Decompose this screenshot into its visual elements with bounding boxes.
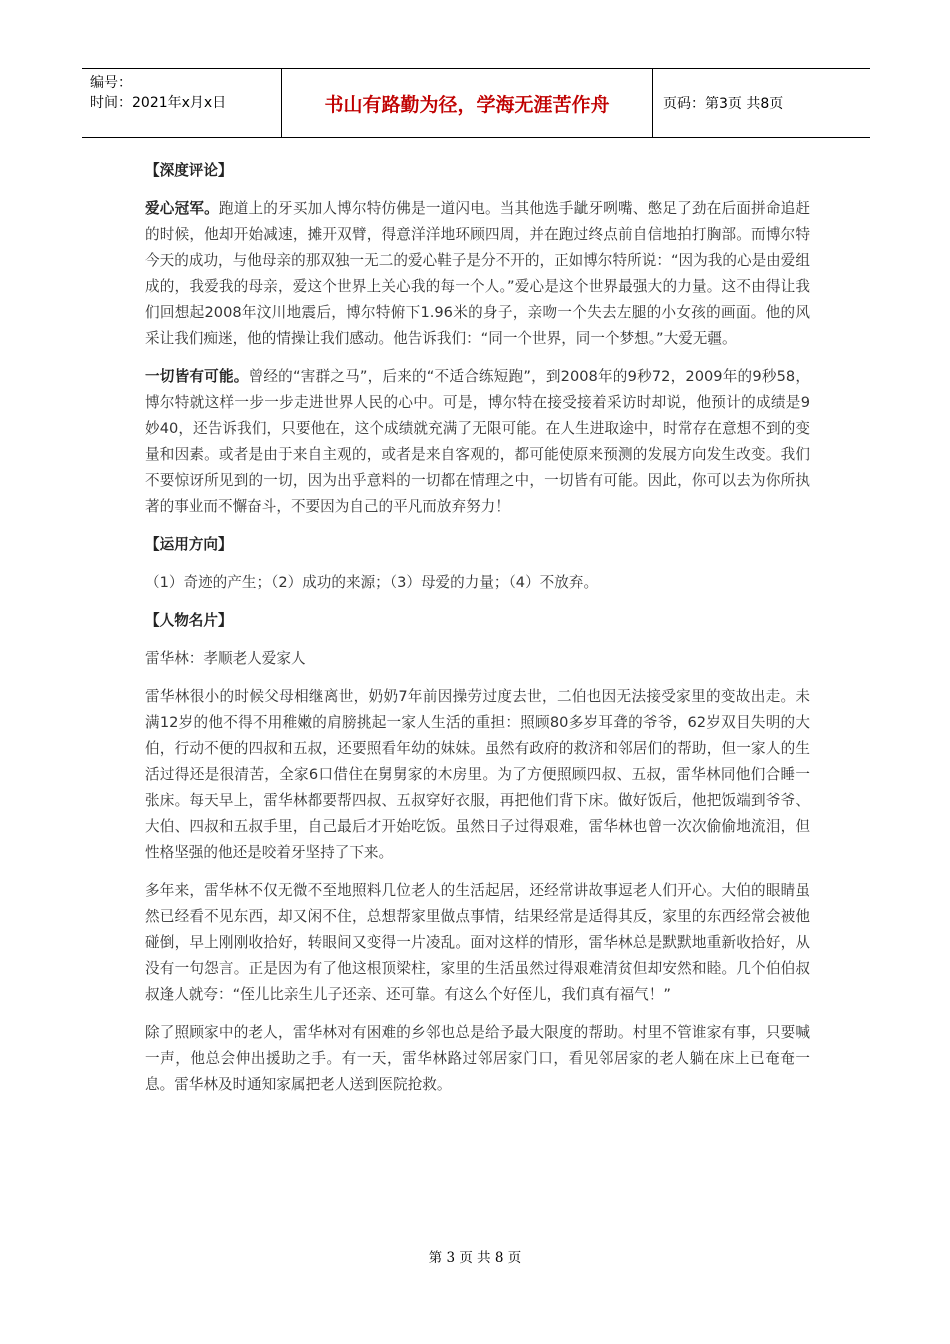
paragraph-text: 曾经的“害群之马”，后来的“不适合练短跑”，到2008年的9秒72，2009年的9秒58，博尔特就这样一步一步走进世界人民的心中。可是，博尔特在接受接着采访时却说，他预计的成绩是9妙40，还告诉我们，只要他在，这个成绩就充满了无限可能。在人生进取途中，时常存在意想不到的变量和因素。或者是由于来自主观的，或者是来自客观的，都可能使原来预测的发展方向发生改变。我们不要惊讶所见到的一切，因为出乎意料的一切都在情理之中，一切皆有可能。因此，你可以去为你所执著的事业而不懈奋斗，不要因为自己的平凡而放弃努力！ — [145, 368, 810, 515]
paragraph-person-story-1: 雷华林很小的时候父母相继离世，奶奶7年前因操劳过度去世，二伯也因无法接受家里的变故出走。未满12岁的他不得不用稚嫩的肩膀挑起一家人生活的重担：照顾80多岁耳聋的爷爷，62岁双目失明的大伯，行动不便的四叔和五叔，还要照看年幼的妹妹。虽然有政府的救济和邻居们的帮助，但一家人的生活过得还是很清苦，全家6口借住在舅舅家的木房里。为了方便照顾四叔、五叔，雷华林同他们合睡一张床。每天早上，雷华林都要帮四叔、五叔穿好衣服，再把他们背下床。做好饭后，他把饭端到爷爷、大伯、四叔和五叔手里，自己最后才开始吃饭。虽然日子过得艰难，雷华林也曾一次次偷偷地流泪，但性格坚强的他还是咬着牙坚持了下来。 — [145, 688, 810, 861]
document-body — [145, 158, 810, 1110]
page-header-table — [82, 68, 870, 138]
paragraph-person-subtitle: 雷华林：孝顺老人爱家人 — [145, 650, 306, 667]
paragraph-text: 跑道上的牙买加人博尔特仿佛是一道闪电。当其他选手龇牙咧嘴、憋足了劲在后面拼命追赶的时候，他却开始减速，摊开双臂，得意洋洋地环顾四周，并在跑过终点前自信地拍打胸部。而博尔特今天的成功，与他母亲的那双独一无二的爱心鞋子是分不开的，正如博尔特所说：“因为我的心是由爱组成的，我爱我的母亲，爱这个世界上关心我的每一个人。”爱心是这个世界最强大的力量。这不由得让我们回想起2008年汶川地震后，博尔特俯下1.96米的身子，亲吻一个失去左腿的小女孩的画面。他的风采让我们痴迷，他的情操让我们感动。他告诉我们：“同一个世界，同一个梦想。”大爱无疆。 — [145, 200, 810, 347]
paragraph-lead: 爱心冠军。 — [145, 200, 219, 217]
section-title-usage: 【运用方向】 — [145, 536, 233, 553]
header-left-cell — [82, 69, 282, 137]
paragraph-lead: 一切皆有可能。 — [145, 368, 249, 385]
section-title-deep-review: 【深度评论】 — [145, 162, 233, 179]
paragraph-usage-list: （1）奇迹的产生；（2）成功的来源；（3）母爱的力量；（4）不放弃。 — [145, 574, 599, 591]
paragraph-love-champion — [145, 196, 810, 352]
document-time-label: 时间：2021年x月x日 — [90, 95, 227, 111]
paragraph-everything-possible — [145, 364, 810, 520]
document-number-label: 编号： — [90, 75, 132, 91]
page-footer: 第 3 页 共 8 页 — [428, 1250, 522, 1266]
header-motto: 书山有路勤为径，学海无涯苦作舟 — [282, 69, 653, 137]
header-page-label: 页码：第3页 共8页 — [663, 96, 784, 112]
section-title-person-card: 【人物名片】 — [145, 612, 233, 629]
paragraph-person-story-2: 多年来，雷华林不仅无微不至地照料几位老人的生活起居，还经常讲故事逗老人们开心。大伯的眼睛虽然已经看不见东西，却又闲不住，总想帮家里做点事情，结果经常是适得其反，家里的东西经常会被他碰倒，早上刚刚收拾好，转眼间又变得一片凌乱。面对这样的情形，雷华林总是默默地重新收拾好，从没有一句怨言。正是因为有了他这根顶梁柱，家里的生活虽然过得艰难清贫但却安然和睦。几个伯伯叔叔逢人就夸：“侄儿比亲生儿子还亲、还可靠。有这么个好侄儿，我们真有福气！” — [145, 882, 810, 1003]
paragraph-person-story-3: 除了照顾家中的老人，雷华林对有困难的乡邻也总是给予最大限度的帮助。村里不管谁家有事，只要喊一声，他总会伸出援助之手。有一天，雷华林路过邻居家门口，看见邻居家的老人躺在床上已奄奄一息。雷华林及时通知家属把老人送到医院抢救。 — [145, 1024, 810, 1093]
